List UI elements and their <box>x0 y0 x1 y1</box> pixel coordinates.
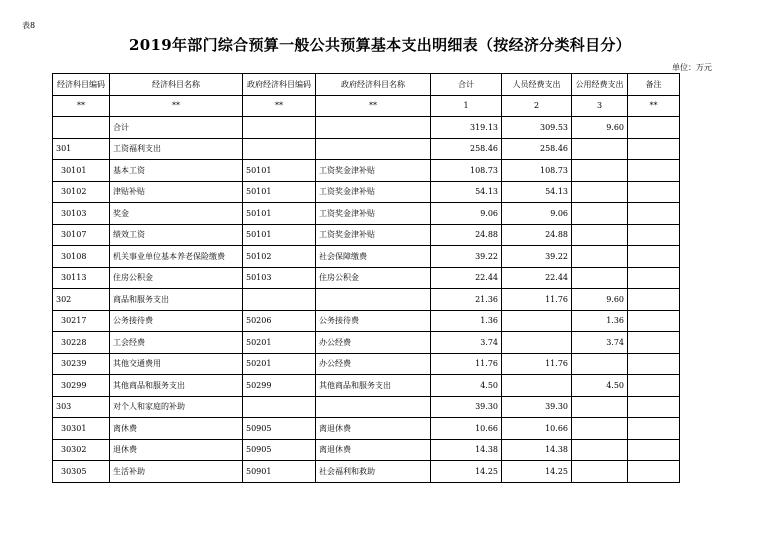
personnel-cell: 10.66 <box>502 418 572 440</box>
expenditure-table <box>52 73 680 483</box>
header-cell: 人员经费支出 <box>502 74 572 96</box>
public-cell <box>572 224 628 246</box>
header-cell: 政府经济科目名称 <box>316 74 431 96</box>
personnel-cell: 14.25 <box>502 461 572 483</box>
code-cell <box>53 117 110 139</box>
index-cell: 1 <box>431 95 502 117</box>
personnel-cell: 24.88 <box>502 224 572 246</box>
index-cell: ** <box>110 95 243 117</box>
gov-name-cell: 工资奖金津补贴 <box>316 224 431 246</box>
table-row <box>53 160 680 182</box>
personnel-cell <box>502 332 572 354</box>
note-cell <box>628 246 680 268</box>
name-cell: 离休费 <box>110 418 243 440</box>
name-cell: 其他商品和服务支出 <box>110 375 243 397</box>
note-cell <box>628 117 680 139</box>
gov-code-cell: 50206 <box>243 310 316 332</box>
note-cell <box>628 332 680 354</box>
total-cell: 22.44 <box>431 267 502 289</box>
table-row <box>53 181 680 203</box>
name-cell: 生活补助 <box>110 461 243 483</box>
note-cell <box>628 203 680 225</box>
public-cell: 9.60 <box>572 117 628 139</box>
gov-code-cell: 50901 <box>243 461 316 483</box>
table-row <box>53 375 680 397</box>
personnel-cell: 11.76 <box>502 353 572 375</box>
table-row <box>53 353 680 375</box>
name-cell: 公务接待费 <box>110 310 243 332</box>
note-cell <box>628 310 680 332</box>
table-body <box>53 117 680 483</box>
table-row <box>53 203 680 225</box>
name-cell: 商品和服务支出 <box>110 289 243 311</box>
personnel-cell <box>502 310 572 332</box>
gov-name-cell: 办公经费 <box>316 332 431 354</box>
gov-name-cell: 办公经费 <box>316 353 431 375</box>
personnel-cell: 14.38 <box>502 439 572 461</box>
index-cell: ** <box>243 95 316 117</box>
public-cell <box>572 267 628 289</box>
gov-code-cell: 50299 <box>243 375 316 397</box>
name-cell: 合计 <box>110 117 243 139</box>
note-cell <box>628 375 680 397</box>
table-row <box>53 310 680 332</box>
code-cell: 302 <box>53 289 110 311</box>
header-cell: 经济科目编码 <box>53 74 110 96</box>
gov-code-cell: 50905 <box>243 439 316 461</box>
gov-name-cell: 社会福利和救助 <box>316 461 431 483</box>
table-row <box>53 117 680 139</box>
gov-code-cell: 50101 <box>243 181 316 203</box>
gov-name-cell: 离退休费 <box>316 418 431 440</box>
header-cell: 备注 <box>628 74 680 96</box>
name-cell: 机关事业单位基本养老保险缴费 <box>110 246 243 268</box>
page-title: 2019年部门综合预算一般公共预算基本支出明细表（按经济分类科目分） <box>129 36 631 54</box>
personnel-cell: 11.76 <box>502 289 572 311</box>
gov-code-cell: 50103 <box>243 267 316 289</box>
code-cell: 30101 <box>53 160 110 182</box>
index-cell: ** <box>53 95 110 117</box>
personnel-cell: 22.44 <box>502 267 572 289</box>
code-cell: 30239 <box>53 353 110 375</box>
gov-code-cell: 50905 <box>243 418 316 440</box>
table-row <box>53 396 680 418</box>
table-row <box>53 418 680 440</box>
index-cell: ** <box>628 95 680 117</box>
total-cell: 9.06 <box>431 203 502 225</box>
note-cell <box>628 439 680 461</box>
personnel-cell: 39.30 <box>502 396 572 418</box>
public-cell <box>572 439 628 461</box>
total-cell: 24.88 <box>431 224 502 246</box>
note-cell <box>628 267 680 289</box>
total-cell: 4.50 <box>431 375 502 397</box>
gov-name-cell: 社会保障缴费 <box>316 246 431 268</box>
header-cell: 经济科目名称 <box>110 74 243 96</box>
total-cell: 39.22 <box>431 246 502 268</box>
note-cell <box>628 181 680 203</box>
header-row <box>53 74 680 96</box>
note-cell <box>628 353 680 375</box>
gov-name-cell: 公务接待费 <box>316 310 431 332</box>
code-cell: 30108 <box>53 246 110 268</box>
gov-name-cell: 离退休费 <box>316 439 431 461</box>
personnel-cell <box>502 375 572 397</box>
personnel-cell: 54.13 <box>502 181 572 203</box>
note-cell <box>628 138 680 160</box>
gov-code-cell: 50201 <box>243 353 316 375</box>
page-label: 表8 <box>22 21 36 30</box>
note-cell <box>628 396 680 418</box>
public-cell: 9.60 <box>572 289 628 311</box>
name-cell: 基本工资 <box>110 160 243 182</box>
public-cell <box>572 246 628 268</box>
personnel-cell: 9.06 <box>502 203 572 225</box>
name-cell: 工资福利支出 <box>110 138 243 160</box>
code-cell: 30107 <box>53 224 110 246</box>
gov-code-cell <box>243 138 316 160</box>
public-cell <box>572 203 628 225</box>
gov-name-cell <box>316 396 431 418</box>
gov-code-cell: 50101 <box>243 224 316 246</box>
code-cell: 30102 <box>53 181 110 203</box>
gov-name-cell <box>316 117 431 139</box>
table-row <box>53 439 680 461</box>
total-cell: 108.73 <box>431 160 502 182</box>
name-cell: 工会经费 <box>110 332 243 354</box>
public-cell: 1.36 <box>572 310 628 332</box>
table-row <box>53 332 680 354</box>
gov-code-cell: 50102 <box>243 246 316 268</box>
gov-name-cell: 工资奖金津补贴 <box>316 160 431 182</box>
public-cell <box>572 396 628 418</box>
table-row <box>53 289 680 311</box>
gov-name-cell: 工资奖金津补贴 <box>316 203 431 225</box>
note-cell <box>628 461 680 483</box>
public-cell <box>572 418 628 440</box>
name-cell: 住房公积金 <box>110 267 243 289</box>
header-cell: 合计 <box>431 74 502 96</box>
name-cell: 津贴补贴 <box>110 181 243 203</box>
code-cell: 30302 <box>53 439 110 461</box>
total-cell: 39.30 <box>431 396 502 418</box>
gov-name-cell: 工资奖金津补贴 <box>316 181 431 203</box>
index-cell: 3 <box>572 95 628 117</box>
total-cell: 11.76 <box>431 353 502 375</box>
total-cell: 10.66 <box>431 418 502 440</box>
table-row <box>53 224 680 246</box>
index-cell: ** <box>316 95 431 117</box>
gov-code-cell <box>243 117 316 139</box>
gov-name-cell: 住房公积金 <box>316 267 431 289</box>
gov-code-cell <box>243 396 316 418</box>
index-row <box>53 95 680 117</box>
code-cell: 30217 <box>53 310 110 332</box>
note-cell <box>628 160 680 182</box>
code-cell: 30113 <box>53 267 110 289</box>
code-cell: 30299 <box>53 375 110 397</box>
code-cell: 30228 <box>53 332 110 354</box>
public-cell: 4.50 <box>572 375 628 397</box>
header-cell: 公用经费支出 <box>572 74 628 96</box>
total-cell: 14.25 <box>431 461 502 483</box>
total-cell: 14.38 <box>431 439 502 461</box>
code-cell: 30301 <box>53 418 110 440</box>
public-cell <box>572 461 628 483</box>
gov-code-cell <box>243 289 316 311</box>
gov-code-cell: 50101 <box>243 160 316 182</box>
personnel-cell: 309.53 <box>502 117 572 139</box>
total-cell: 258.46 <box>431 138 502 160</box>
personnel-cell: 258.46 <box>502 138 572 160</box>
personnel-cell: 108.73 <box>502 160 572 182</box>
total-cell: 3.74 <box>431 332 502 354</box>
total-cell: 319.13 <box>431 117 502 139</box>
code-cell: 301 <box>53 138 110 160</box>
name-cell: 奖金 <box>110 203 243 225</box>
gov-code-cell: 50101 <box>243 203 316 225</box>
table-row <box>53 138 680 160</box>
code-cell: 30305 <box>53 461 110 483</box>
gov-name-cell <box>316 289 431 311</box>
table-row <box>53 267 680 289</box>
name-cell: 其他交通费用 <box>110 353 243 375</box>
total-cell: 54.13 <box>431 181 502 203</box>
code-cell: 303 <box>53 396 110 418</box>
header-cell: 政府经济科目编码 <box>243 74 316 96</box>
public-cell <box>572 160 628 182</box>
unit-label: 单位：万元 <box>672 63 712 72</box>
gov-code-cell: 50201 <box>243 332 316 354</box>
note-cell <box>628 224 680 246</box>
name-cell: 退休费 <box>110 439 243 461</box>
note-cell <box>628 418 680 440</box>
public-cell <box>572 353 628 375</box>
public-cell: 3.74 <box>572 332 628 354</box>
total-cell: 21.36 <box>431 289 502 311</box>
public-cell <box>572 181 628 203</box>
gov-name-cell: 其他商品和服务支出 <box>316 375 431 397</box>
public-cell <box>572 138 628 160</box>
index-cell: 2 <box>502 95 572 117</box>
code-cell: 30103 <box>53 203 110 225</box>
personnel-cell: 39.22 <box>502 246 572 268</box>
name-cell: 绩效工资 <box>110 224 243 246</box>
total-cell: 1.36 <box>431 310 502 332</box>
note-cell <box>628 289 680 311</box>
table-row <box>53 246 680 268</box>
table-row <box>53 461 680 483</box>
gov-name-cell <box>316 138 431 160</box>
name-cell: 对个人和家庭的补助 <box>110 396 243 418</box>
